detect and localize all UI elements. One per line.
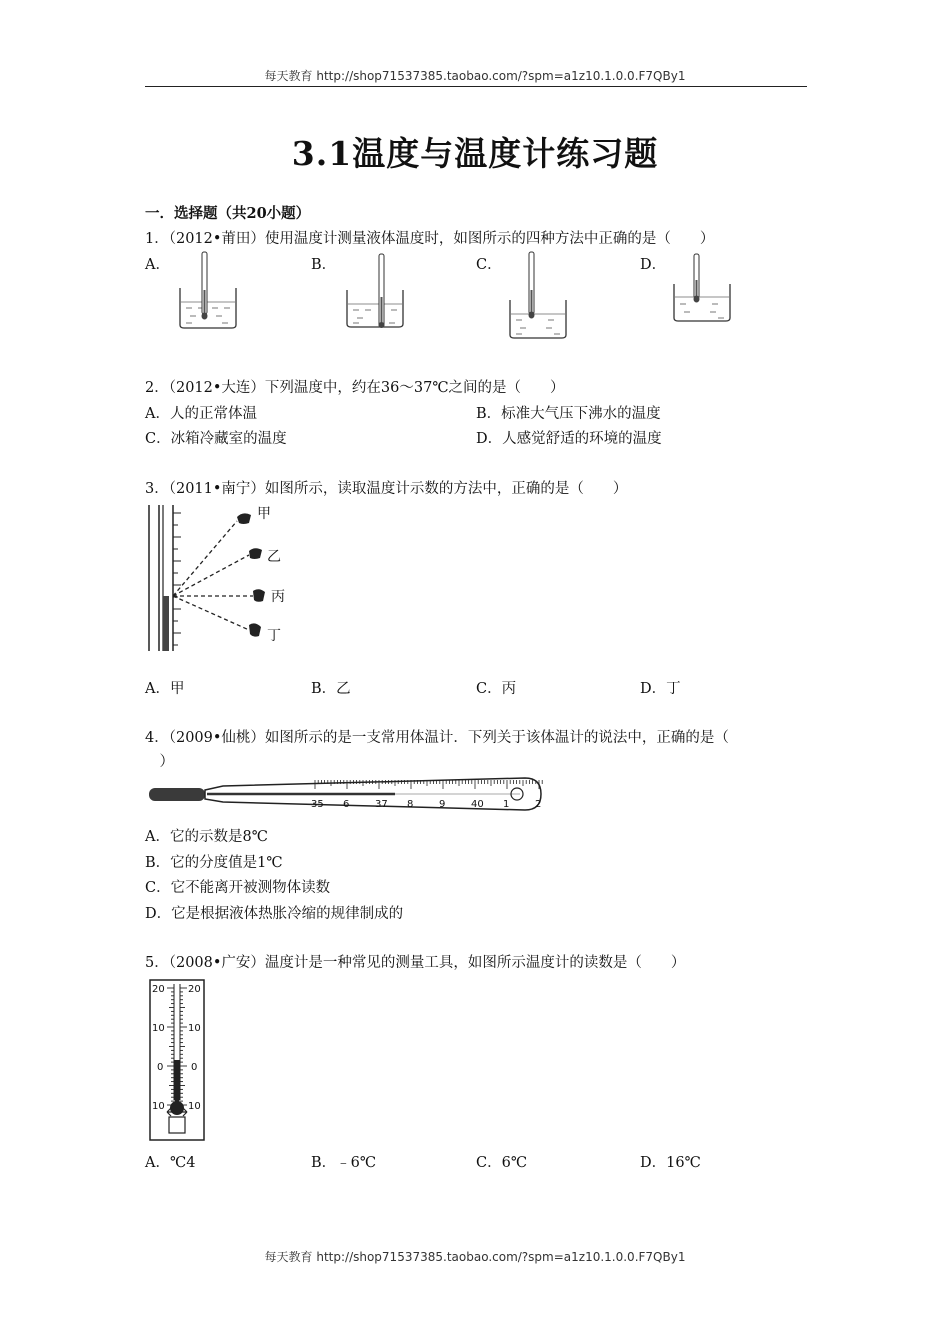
q4-option-a: A．它的示数是8℃ [145,829,268,845]
q5-option-c: C．6℃ [476,1155,528,1171]
q4-option-c: C．它不能离开被测物体读数 [145,880,331,896]
q1-figure-a-beaker [178,250,238,330]
q1-option-c: C． [476,257,502,273]
q5-label-0-left: 0 [157,1062,164,1073]
header-divider [145,86,807,87]
q4-option-b: B．它的分度值是1℃ [145,855,283,871]
q3-label-yi: 乙 [267,549,281,565]
question-4-stem-line1: 4．（2009•仙桃）如图所示的是一支常用体温计．下列关于该体温计的说法中，正确的是（ [145,730,729,746]
q3-label-jia: 甲 [257,506,271,522]
q4-scale-label: 2 [535,799,542,810]
q3-option-b: B．乙 [311,681,351,697]
q3-label-bing: 丙 [271,589,285,605]
q5-label-10-left: 10 [152,1023,165,1034]
q4-scale-label: 40 [471,799,484,810]
q3-label-ding: 丁 [267,628,281,644]
q1-figure-b-beaker [345,252,405,332]
question-3-stem: 3．（2011•南宁）如图所示，读取温度计示数的方法中，正确的是（ ） [145,481,628,497]
q5-label-10-right: 10 [188,1023,201,1034]
q1-option-a: A． [145,257,170,273]
q4-scale-label: 6 [343,799,350,810]
q1-option-d: D． [640,257,667,273]
q4-option-d: D．它是根据液体热胀冷缩的规律制成的 [145,906,404,922]
q4-scale-label: 35 [311,799,324,810]
q3-figure-reading-thermometer [145,503,295,653]
q5-option-d: D．16℃ [640,1155,701,1171]
q5-label-neg10-left: 10 [152,1101,165,1112]
q1-figure-d-beaker [672,252,732,326]
section-heading: 一．选择题（共20小题） [145,205,311,222]
question-5-stem: 5．（2008•广安）温度计是一种常见的测量工具，如图所示温度计的读数是（ ） [145,955,686,971]
q5-label-20-left: 20 [152,984,165,995]
q5-label-neg10-right: 10 [188,1101,201,1112]
q4-scale-label: 1 [503,799,510,810]
q2-option-d: D．人感觉舒适的环境的温度 [476,431,662,447]
q3-option-c: C．丙 [476,681,517,697]
q5-option-b: B．﹣6℃ [311,1155,377,1171]
page-footer: 每天教育 http://shop71537385.taobao.com/?spm=a1z10.1.0.0.F7QBy1 [264,1250,686,1264]
q3-option-d: D．丁 [640,681,681,697]
q4-figure-clinical-thermometer [145,774,545,814]
q1-figure-c-beaker [508,250,568,342]
question-1-stem: 1．（2012•莆田）使用温度计测量液体温度时，如图所示的四种方法中正确的是（ ） [145,231,715,247]
q5-option-a: A．℃4 [145,1155,196,1171]
page-header: 每天教育 http://shop71537385.taobao.com/?spm=a1z10.1.0.0.F7QBy1 [264,69,686,83]
q4-scale-label: 9 [439,799,446,810]
q3-option-a: A．甲 [145,681,185,697]
q2-option-b: B．标准大气压下沸水的温度 [476,406,661,422]
q1-option-b: B． [311,257,337,273]
page-title: 3.1温度与温度计练习题 [291,134,659,173]
q4-scale-label: 37 [375,799,388,810]
q2-option-a: A．人的正常体温 [145,406,257,422]
q5-label-0-right: 0 [191,1062,198,1073]
question-2-stem: 2．（2012•大连）下列温度中，约在36～37℃之间的是（ ） [145,380,565,396]
q4-scale-label: 8 [407,799,414,810]
q5-label-20-right: 20 [188,984,201,995]
q5-figure-thermometer [145,978,209,1144]
q2-option-c: C．冰箱冷藏室的温度 [145,431,287,447]
question-4-stem-line2: ） [145,754,174,770]
